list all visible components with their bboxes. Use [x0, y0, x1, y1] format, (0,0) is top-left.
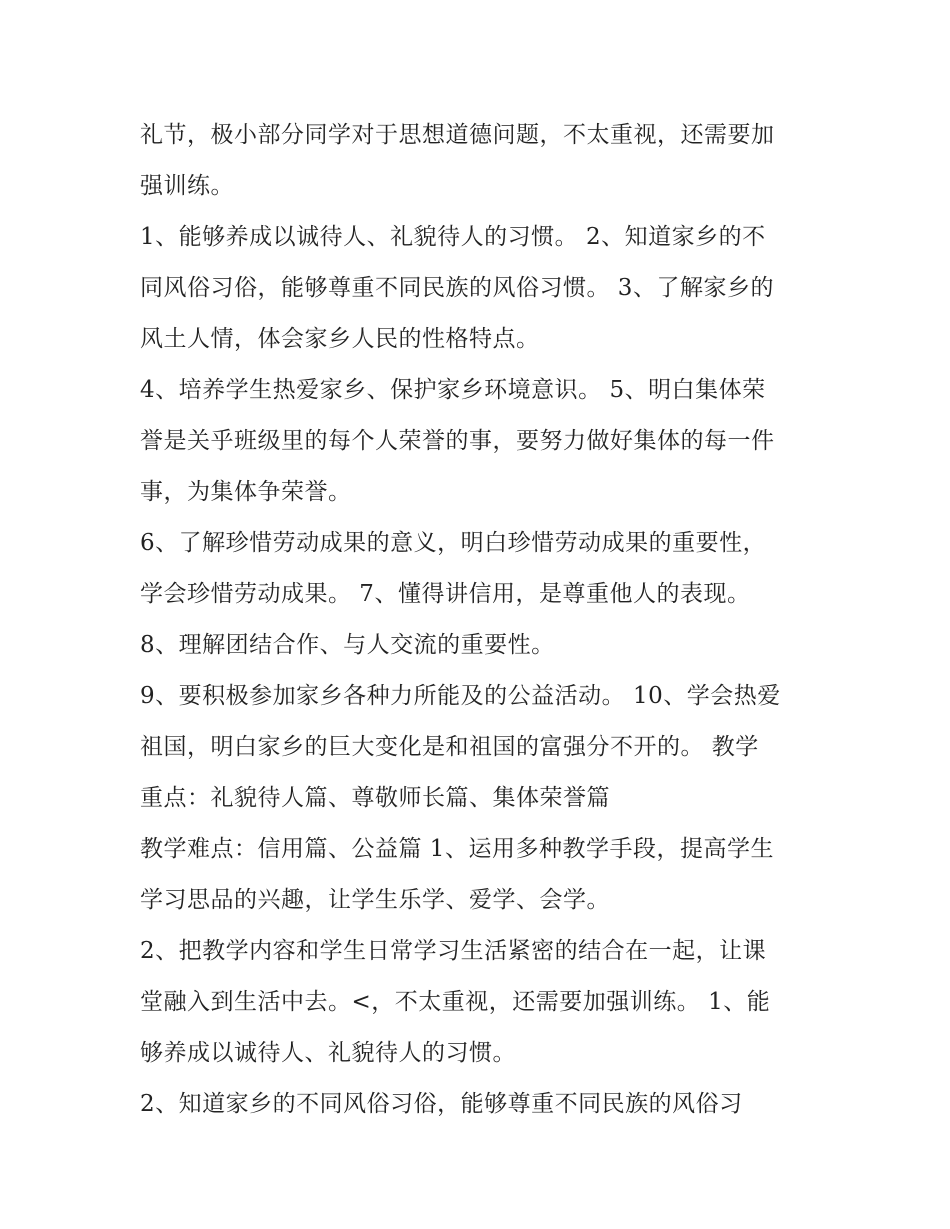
text-line: 堂融入到生活中去。<，不太重视，还需要加强训练。 1、能: [140, 989, 771, 1015]
text-line: 8、理解团结合作、与人交流的重要性。: [140, 632, 555, 658]
text-line: 礼节，极小部分同学对于思想道德问题，不太重视，还需要加: [140, 122, 775, 148]
text-line: 学习思品的兴趣，让学生乐学、爱学、会学。: [140, 887, 610, 913]
text-line: 1、能够养成以诚待人、礼貌待人的习惯。 2、知道家乡的不: [140, 224, 766, 250]
text-line: 6、了解珍惜劳动成果的意义，明白珍惜劳动成果的重要性，: [140, 530, 767, 556]
document-body: [140, 110, 820, 1130]
text-line: 祖国，明白家乡的巨大变化是和祖国的富强分不开的。 教学: [140, 734, 759, 760]
text-line: 同风俗习俗，能够尊重不同民族的风俗习惯。 3、了解家乡的: [140, 275, 774, 301]
text-line: 4、培养学生热爱家乡、保护家乡环境意识。 5、明白集体荣: [140, 377, 766, 403]
text-line: 2、把教学内容和学生日常学习生活紧密的结合在一起，让课: [140, 938, 767, 964]
text-line: 重点：礼貌待人篇、尊敬师长篇、集体荣誉篇: [140, 785, 610, 811]
text-line: 强训练。: [140, 173, 234, 199]
text-line: 学会珍惜劳动成果。 7、懂得讲信用，是尊重他人的表现。: [140, 581, 751, 607]
text-line: 风土人情，体会家乡人民的性格特点。: [140, 326, 540, 352]
text-line: 2、知道家乡的不同风俗习俗，能够尊重不同民族的风俗习: [140, 1091, 743, 1117]
text-line: 9、要积极参加家乡各种力所能及的公益活动。 10、学会热爱: [140, 683, 781, 709]
text-line: 够养成以诚待人、礼貌待人的习惯。: [140, 1040, 516, 1066]
text-line: 誉是关乎班级里的每个人荣誉的事，要努力做好集体的每一件: [140, 428, 775, 454]
text-line: 事，为集体争荣誉。: [140, 479, 352, 505]
text-line: 教学难点：信用篇、公益篇 1、运用多种教学手段，提高学生: [140, 836, 774, 862]
